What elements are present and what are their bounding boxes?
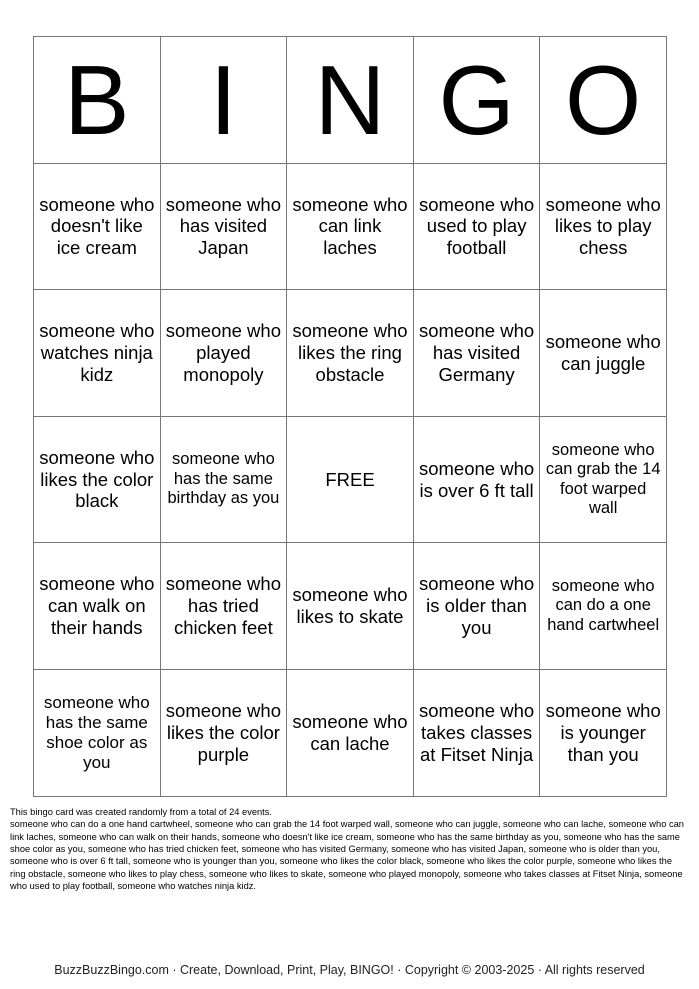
header-letter-o: O	[540, 37, 667, 164]
card-row-5	[34, 669, 667, 796]
event-count-text: This bingo card was created randomly from a total of 24 events.	[10, 807, 272, 817]
card-row-2	[34, 290, 667, 417]
bingo-cell: someone who has the same shoe color as you	[34, 669, 161, 796]
bingo-cell: someone who has tried chicken feet	[160, 543, 287, 670]
bingo-cell: someone who has the same birthday as you	[160, 416, 287, 543]
header-row	[34, 37, 667, 164]
bingo-cell: someone who can walk on their hands	[34, 543, 161, 670]
bingo-cell: someone who can grab the 14 foot warped wall	[540, 416, 667, 543]
header-letter-g: G	[413, 37, 540, 164]
bingo-cell: someone who is younger than you	[540, 669, 667, 796]
header-letter-n: N	[287, 37, 414, 164]
bingo-cell: someone who likes to play chess	[540, 163, 667, 290]
bingo-card	[33, 36, 667, 797]
bingo-cell: someone who has visited Germany	[413, 290, 540, 417]
bingo-cell: someone who takes classes at Fitset Ninja	[413, 669, 540, 796]
bingo-cell: someone who can juggle	[540, 290, 667, 417]
bingo-cell: someone who likes the color purple	[160, 669, 287, 796]
free-space: FREE	[287, 416, 414, 543]
bingo-cell: someone who can lache	[287, 669, 414, 796]
bingo-cell: someone who can link laches	[287, 163, 414, 290]
header-letter-i: I	[160, 37, 287, 164]
bingo-cell: someone who played monopoly	[160, 290, 287, 417]
bingo-cell: someone who watches ninja kidz	[34, 290, 161, 417]
copyright-footer: BuzzBuzzBingo.com · Create, Download, Print, Play, BINGO! · Copyright © 2003-2025 · All rights reserved	[54, 963, 645, 977]
bingo-cell: someone who used to play football	[413, 163, 540, 290]
bingo-cell: someone who can do a one hand cartwheel	[540, 543, 667, 670]
bingo-cell: someone who likes the color black	[34, 416, 161, 543]
event-list-text: someone who can do a one hand cartwheel, someone who can grab the 14 foot warped wall, someone who can juggle, someone who can lache, someone who can link laches, someone who can walk on their hands, someone who doesn't like ice cream, someone who has the same birthday as you, someone who has the same shoe color as you, someone who has tried chicken feet, someone who has visited Germany, someone who has visited Japan, someone who is older than you, someone who is over 6 ft tall, someone who is younger than you, someone who likes the color black, someone who likes the color purple, someone who likes the ring obstacle, someone who likes to play chess, someone who likes to skate, someone who played monopoly, someone who takes classes at Fitset Ninja, someone who used to play football, someone who watches ninja kidz.	[10, 819, 684, 892]
bingo-cell: someone who doesn't like ice cream	[34, 163, 161, 290]
header-letter-b: B	[34, 37, 161, 164]
bingo-cell: someone who likes to skate	[287, 543, 414, 670]
card-row-4	[34, 543, 667, 670]
card-row-1	[34, 163, 667, 290]
bingo-cell: someone who has visited Japan	[160, 163, 287, 290]
bingo-cell: someone who likes the ring obstacle	[287, 290, 414, 417]
event-list-note	[10, 806, 690, 893]
card-row-3	[34, 416, 667, 543]
bingo-cell: someone who is older than you	[413, 543, 540, 670]
bingo-cell: someone who is over 6 ft tall	[413, 416, 540, 543]
